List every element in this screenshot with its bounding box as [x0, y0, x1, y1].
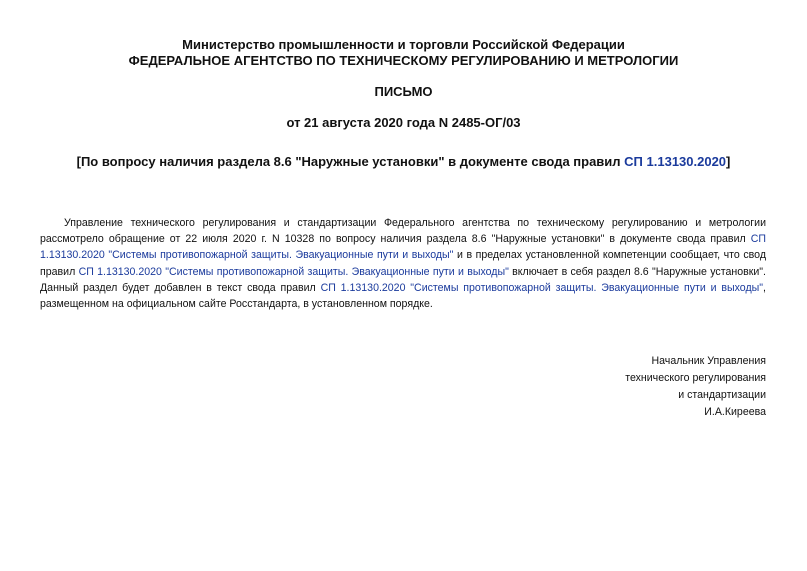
subject-line	[0, 154, 807, 170]
subject-text: [По вопросу наличия раздела 8.6 "Наружные установки" в документе свода правил	[76, 154, 625, 169]
body-link-2[interactable]: СП 1.13130.2020 "Системы противопожарной защиты. Эвакуационные пути и выходы"	[78, 265, 509, 278]
signature-position-1: Начальник Управления	[651, 355, 766, 367]
agency-title: ФЕДЕРАЛЬНОЕ АГЕНТСТВО ПО ТЕХНИЧЕСКОМУ РЕГУЛИРОВАНИЮ И МЕТРОЛОГИИ	[128, 53, 679, 68]
body-text-4: , размещенном на официальном сайте Росстандарта, в установленном порядке.	[40, 281, 766, 311]
ministry-title: Министерство промышленности и торговли Российской Федерации	[182, 37, 625, 52]
signature-position-2: технического регулирования	[625, 372, 766, 384]
document-type: ПИСЬМО	[374, 84, 433, 99]
body-link-3[interactable]: СП 1.13130.2020 "Системы противопожарной защиты. Эвакуационные пути и выходы"	[320, 281, 764, 294]
body-text-3: включает в себя раздел 8.6 "Наружные установки". Данный раздел будет добавлен в текст свода правил	[40, 265, 766, 294]
body-text-1: Управление технического регулирования и стандартизации Федерального агентства по техническому регулированию и метрологии рассмотрело обращение от 22 июля 2020 г. N 10328 по вопросу наличия раздела 8.6 "Наружные установки" в документе свода правил	[40, 217, 766, 246]
subject-link[interactable]: СП 1.13130.2020	[624, 154, 727, 169]
letter-body	[40, 215, 766, 312]
signature-position-3: и стандартизации	[678, 389, 766, 401]
body-text-2: и в пределах установленной компетенции сообщает, что свод правил	[40, 249, 767, 278]
body-link-1[interactable]: СП 1.13130.2020 "Системы противопожарной защиты. Эвакуационные пути и выходы"	[40, 233, 766, 262]
signature-block	[625, 353, 766, 421]
signature-name: И.А.Киреева	[704, 406, 766, 418]
date-number: от 21 августа 2020 года N 2485-ОГ/03	[286, 115, 521, 130]
subject-close: ]	[726, 154, 731, 169]
